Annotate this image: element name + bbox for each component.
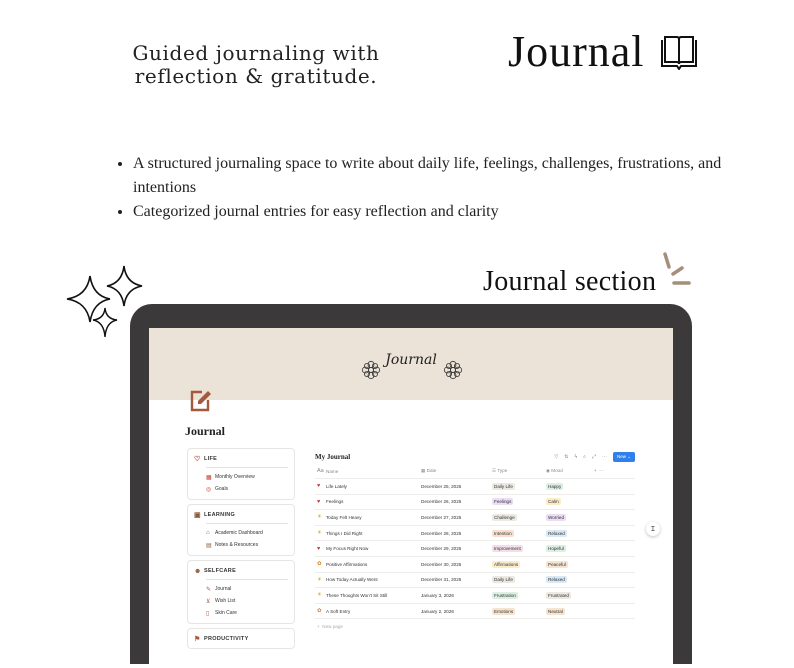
flower-icon: ✿ (317, 608, 322, 615)
more-icon[interactable]: ⋯ (601, 454, 607, 460)
sidebar-card-productivity (187, 628, 295, 649)
mood-tag[interactable]: Worried (548, 514, 564, 520)
entry-name: Today Felt Heavy (326, 514, 362, 520)
entry-date: December 30, 2025 (421, 561, 462, 567)
type-tag[interactable]: Challenge (494, 514, 515, 520)
entry-date: December 29, 2025 (421, 546, 462, 552)
heart-icon: ♥ (317, 483, 321, 490)
add-column-icon[interactable]: + ⋯ (594, 468, 604, 473)
sidebar-item-journal[interactable]: ✎ Journal (206, 586, 232, 593)
brand-title: Journal (508, 26, 645, 76)
automation-icon[interactable]: ϟ (574, 454, 578, 460)
search-icon[interactable]: ⌕ (583, 454, 586, 460)
entry-name: How Today Actually Went (326, 577, 378, 583)
sun-icon: ☀ (317, 514, 322, 521)
table-row[interactable] (315, 604, 635, 620)
table-row[interactable] (315, 510, 635, 526)
feature-list (115, 152, 733, 224)
sidebar-item-notes-resources[interactable]: ▤ Notes & Resources (206, 542, 259, 549)
filter-icon[interactable]: ▽ (554, 454, 559, 460)
mood-tag[interactable]: Relaxed (548, 577, 565, 583)
sidebar (187, 448, 295, 653)
feature-item: • A structured journaling space to write about daily life, feelings, challenges, frustrations, and intentions (133, 152, 733, 200)
heart-icon: ♥ (317, 545, 321, 552)
table-row[interactable] (315, 557, 635, 573)
entry-name: Things I Did Right (326, 530, 363, 536)
page-title: Journal (185, 424, 226, 438)
type-tag[interactable]: Intention (494, 530, 512, 536)
mood-tag[interactable]: Hopeful (548, 546, 564, 552)
sidebar-heading[interactable]: ☻ SELFCARE (194, 567, 237, 575)
entry-date: January 2, 2026 (421, 608, 454, 614)
mood-tag[interactable]: Happy (548, 483, 562, 489)
sidebar-item-goals[interactable]: ◎ Goals (206, 486, 229, 493)
mood-tag[interactable]: Calm (548, 499, 559, 505)
sidebar-heading[interactable]: ⚑ PRODUCTIVITY (194, 636, 249, 643)
sidebar-card-selfcare (187, 560, 295, 624)
new-page-button[interactable]: + New page (317, 623, 343, 629)
sidebar-card-learning (187, 504, 295, 556)
type-tag[interactable]: Affirmations (494, 561, 519, 567)
table-row[interactable] (315, 541, 635, 557)
page-cover (149, 328, 673, 400)
mood-tag[interactable]: Relaxed (548, 530, 565, 536)
entry-name: Feelings (326, 499, 344, 505)
lotion-icon: ▯ (206, 610, 210, 617)
type-tag[interactable]: Frustration (494, 592, 516, 598)
sun-icon: ☀ (317, 592, 322, 599)
heart-icon: ♡ (194, 456, 201, 463)
mood-tag[interactable]: Neutral (548, 608, 563, 614)
section-title: Journal section (483, 266, 657, 297)
tablet-screen (149, 328, 673, 668)
divider (206, 579, 288, 580)
sidebar-item-wish-list[interactable]: ⊻ Wish List (206, 598, 236, 605)
sort-icon[interactable]: ⇅ (564, 454, 569, 460)
entry-name: A Soft Entry (326, 608, 351, 614)
sidebar-item-skin-care[interactable]: ▯ Skin Care (206, 610, 237, 617)
entry-name: Positive Affirmations (326, 561, 368, 567)
entry-date: December 28, 2025 (421, 530, 462, 536)
divider (206, 523, 288, 524)
entry-date: December 26, 2025 (421, 499, 462, 505)
flag-icon: ⚑ (194, 636, 201, 643)
table-row[interactable] (315, 526, 635, 542)
table-row[interactable] (315, 573, 635, 589)
entry-name: These Thoughts Won't Sit Still (326, 592, 388, 598)
new-button[interactable]: New ⌄ (613, 452, 635, 462)
face-icon: ☻ (194, 567, 202, 575)
database-title: My Journal (315, 453, 351, 461)
mood-tag[interactable]: Frustrated (548, 592, 569, 598)
type-tag[interactable]: Daily Life (494, 483, 513, 489)
cover-title: Journal (385, 352, 437, 368)
bookshelf-icon: ▤ (206, 542, 212, 549)
date-icon: ▦ (421, 468, 427, 473)
select-icon: ◉ (546, 468, 552, 473)
entry-name: My Focus Right Now (326, 546, 369, 552)
pen-icon: ✎ (206, 586, 212, 593)
sidebar-item-monthly-overview[interactable]: ▦ Monthly Overview (206, 474, 255, 481)
backpack-icon: ▣ (194, 512, 201, 519)
sidebar-heading[interactable]: ▣ LEARNING (194, 512, 236, 519)
heart-icon: ♥ (317, 498, 321, 505)
feature-item: • Categorized journal entries for easy reflection and clarity (133, 200, 733, 224)
table-row[interactable] (315, 479, 635, 495)
table-row[interactable] (315, 588, 635, 604)
database-header (315, 450, 635, 464)
tagline: Guided journaling with reflection & gratitude. (132, 41, 380, 88)
type-tag[interactable]: Improvement (494, 546, 521, 552)
entry-name: Life Lately (326, 483, 347, 489)
type-tag[interactable]: Feelings (494, 499, 512, 505)
accent-dashes-icon (660, 250, 694, 293)
cart-icon: ⊻ (206, 598, 211, 605)
flower-icon (443, 360, 463, 385)
table-body (315, 479, 635, 619)
flower-icon: ✿ (317, 561, 322, 568)
type-tag[interactable]: Daily Life (494, 577, 513, 583)
table-row[interactable] (315, 495, 635, 511)
entry-date: December 25, 2025 (421, 483, 462, 489)
brand-header (508, 26, 699, 76)
sidebar-card-life (187, 448, 295, 500)
text-icon: Aa (317, 468, 324, 474)
divider (206, 467, 288, 468)
school-icon: ⌂ (206, 530, 210, 536)
sun-icon: ☀ (317, 530, 322, 537)
entry-date: December 27, 2025 (421, 514, 462, 520)
calendar-icon: ▦ (206, 474, 212, 481)
sidebar-heading[interactable]: ♡ LIFE (194, 456, 218, 463)
tablet-frame (130, 304, 692, 664)
mood-tag[interactable]: Peaceful (548, 561, 566, 567)
type-tag[interactable]: Emotions (494, 608, 514, 614)
expand-icon[interactable]: ⤢ (591, 454, 596, 460)
sun-icon: ☀ (317, 576, 322, 583)
table-header: Aa Name ▦ Date ☰ Type ◉ Mood + ⋯ (315, 464, 635, 479)
open-book-icon (659, 34, 699, 75)
journal-database (315, 450, 635, 633)
entry-date: January 3, 2026 (421, 592, 454, 598)
cursor-text-icon[interactable]: Ɪ (646, 522, 660, 536)
entry-date: December 31, 2025 (421, 577, 462, 583)
sidebar-item-academic-dashboard[interactable]: ⌂ Academic Dashboard (206, 530, 263, 536)
list-icon: ☰ (492, 468, 498, 473)
target-icon: ◎ (206, 486, 212, 493)
edit-note-icon[interactable] (188, 388, 214, 419)
